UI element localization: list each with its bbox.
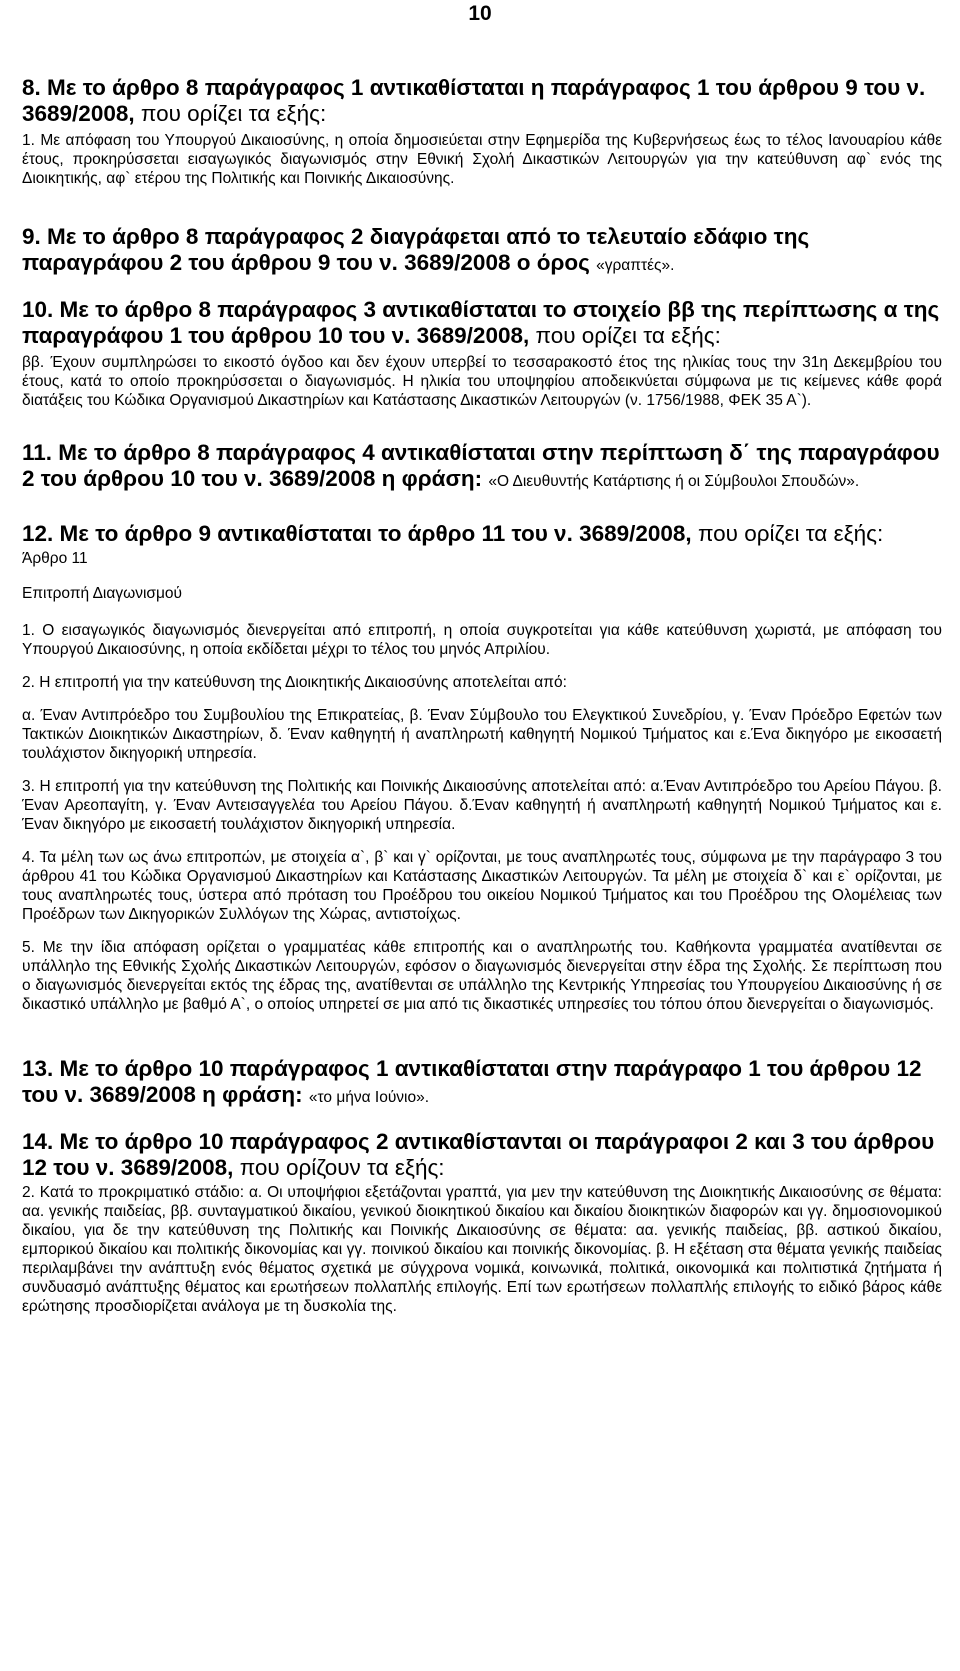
item-12-heading-main: 12. Με το άρθρο 9 αντικαθίσταται το άρθρο 11 του ν. 3689/2008, [22,521,692,546]
item-13-heading [22,1056,942,1111]
article-paragraph-1: 1. Ο εισαγωγικός διαγωνισμός διενεργείται από επιτροπή, η οποία συγκροτείται για κάθε κατεύθυνση χωριστά, με απόφαση του Υπουργού Δικαιοσύνης, η οποία εκδίδεται μέχρι το τέλος του μηνός Απριλίου. [22,622,942,658]
item-13-heading-main: 13. Με το άρθρο 10 παράγραφος 1 αντικαθίσταται στην παράγραφο 1 του άρθρου 12 του ν. 3689/2008 η φράση: [22,1056,922,1107]
item-10-text: ββ. Έχουν συμπληρώσει το εικοστό όγδοο και δεν έχουν υπερβεί το τεσσαρακοστό έτος της ηλικίας τους την 31η Δεκεμβρίου του έτους, κατά το οποίο προκηρύσσεται ο διαγωνισμός. Η ηλικία του υποψηφίου αποδεικνύεται σύμφωνα με τις κείμενες κάθε φορά διατάξεις του Κώδικα Οργανισμού Δικαστηρίων και Κατάστασης Δικαστικών Λειτουργών (ν. 1756/1988, ΦΕΚ 35 Α`). [22,354,942,409]
item-11-heading-main: 11. Με το άρθρο 8 παράγραφος 4 αντικαθίσταται στην περίπτωση δ΄ της παραγράφου 2 του άρθρου 10 του ν. 3689/2008 η φράση: [22,440,940,491]
item-11-heading-quote: «Ο Διευθυντής Κατάρτισης ή οι Σύμβουλοι Σπουδών». [488,473,860,490]
item-13-heading-quote: «το μήνα Ιούνιο». [308,1089,430,1106]
item-14-heading [22,1129,942,1181]
item-12-heading-tail: που ορίζει τα εξής: [697,521,884,546]
item-8-heading-tail: που ορίζει τα εξής: [140,101,327,126]
item-9-heading [22,224,942,279]
document-body [22,75,942,1316]
item-10-heading-tail: που ορίζει τα εξής: [535,323,721,348]
article-paragraph-5: 5. Με την ίδια απόφαση ορίζεται ο γραμματέας κάθε επιτροπής και ο αναπληρωτής του. Καθήκοντα γραμματέα ανατίθενται σε υπάλληλο της Εθνικής Σχολής Δικαστικών Λειτουργών, εφόσον ο διαγωνισμός διενεργείται στην έδρα της Σχολής. Σε περίπτωση που ο διαγωνισμός διενεργείται εκτός της έδρας της, ανατίθενται σε υπάλληλο της Κεντρικής Υπηρεσίας του Υπουργείου Δικαιοσύνης ή σε δικαστικό υπάλληλο με βαθμό Α`, ο οποίος υπηρετεί σε μια από τις δικαστικές υπηρεσίες του τόπου όπου διενεργείται ο διαγωνισμός. [22,939,942,1013]
item-8-text: 1. Με απόφαση του Υπουργού Δικαιοσύνης, η οποία δημοσιεύεται στην Εφημερίδα της Κυβερνήσεως έως το τέλος Ιανουαρίου κάθε έτους, προκηρύσσεται εισαγωγικός διαγωνισμός στην Εθνική Σχολή Δικαστικών Λειτουργών για την κατεύθυνση αφ` ενός της Διοικητικής, αφ` ετέρου της Πολιτικής και Ποινικής Δικαιοσύνης. [22,132,942,187]
item-10-heading-main: 10. Με το άρθρο 8 παράγραφος 3 αντικαθίσταται το στοιχείο ββ της περίπτωσης α της παραγράφου 1 του άρθρου 10 του ν. 3689/2008, [22,297,940,348]
item-14-heading-main: 14. Με το άρθρο 10 παράγραφος 2 αντικαθίστανται οι παράγραφοι 2 και 3 του άρθρου 12 του ν. 3689/2008, [22,1129,935,1180]
article-number: Άρθρο 11 [22,550,88,567]
article-paragraph-3: 3. Η επιτροπή για την κατεύθυνση της Πολιτικής και Ποινικής Δικαιοσύνης αποτελείται από: α.Έναν Αντιπρόεδρο του Αρείου Πάγου. β. Έναν Αρεοπαγίτη, γ. Έναν Αντεισαγγελέα του Αρείου Πάγου. δ.Έναν καθηγητή ή αναπληρωτή καθηγητή Νομικού Τμήματος και ε. Έναν δικηγόρο με εικοσαετή τουλάχιστον δικηγορική υπηρεσία. [22,778,942,833]
item-12-heading [22,521,942,547]
article-title: Επιτροπή Διαγωνισμού [22,585,182,602]
item-8-heading-main: 8. Με το άρθρο 8 παράγραφος 1 αντικαθίσταται η παράγραφος 1 του άρθρου 9 του ν. 3689/2008, [22,75,926,126]
article-paragraph-2-members: α. Έναν Αντιπρόεδρο του Συμβουλίου της Επικρατείας, β. Έναν Σύμβουλο του Ελεγκτικού Συνεδρίου, γ. Έναν Πρόεδρο Εφετών των Τακτικών Διοικητικών Δικαστηρίων, δ. Έναν καθηγητή ή αναπληρωτή καθηγητή Νομικού Τμήματος και ε.Ένα δικηγόρο με εικοσαετή τουλάχιστον δικηγορική υπηρεσία. [22,707,942,762]
item-8-heading [22,75,942,127]
article-paragraph-2: 2. Η επιτροπή για την κατεύθυνση της Διοικητικής Δικαιοσύνης αποτελείται από: [22,674,567,691]
item-9-heading-main: 9. Με το άρθρο 8 παράγραφος 2 διαγράφεται από το τελευταίο εδάφιο της παραγράφου 2 του άρθρου 9 του ν. 3689/2008 ο όρος [22,224,810,275]
item-11-heading [22,440,942,495]
article-paragraph-4: 4. Τα μέλη των ως άνω επιτροπών, με στοιχεία α`, β` και γ` ορίζονται, με τους αναπληρωτές τους, σύμφωνα με την παράγραφο 3 του άρθρου 41 του Κώδικα Οργανισμού Δικαστηρίων και Κατάστασης Δικαστικών Λειτουργών. Τα μέλη με στοιχεία δ` και ε` ορίζονται, με τους αναπληρωτές τους, ύστερα από πρόταση του Προέδρου του οικείου Νομικού Τμήματος και του Προέδρου της Ολομέλειας των Προέδρων των Δικηγορικών Συλλόγων της Χώρας, αντιστοίχως. [22,849,942,923]
page-number: 10 [468,2,492,25]
item-10-heading [22,297,942,349]
item-14-heading-tail: που ορίζουν τα εξής: [239,1155,445,1180]
item-9-heading-quote: «γραπτές». [596,257,675,274]
item-14-text: 2. Κατά το προκριματικό στάδιο: α. Οι υποψήφιοι εξετάζονται γραπτά, για μεν την κατεύθυνση της Διοικητικής Δικαιοσύνης σε θέματα: αα. γενικής παιδείας, ββ. συνταγματικού δικαίου, γενικού διοικητικού δικαίου και δικαίου διοικητικών διαφορών και γγ. δημοσιονομικού δικαίου, για δε την κατεύθυνση της Πολιτικής και Ποινικής Δικαιοσύνης σε θέματα: αα. γενικής παιδείας, ββ. αστικού δικαίου, εμπορικού δικαίου και πολιτικής δικονομίας και γγ. ποινικού δικαίου και ποινικής δικονομίας. β. Η εξέταση στα θέματα γενικής παιδείας περιλαμβάνει την ανάπτυξη ενός θέματος σχετικά με σύγχρονα νομικά, κοινωνικά, πολιτικά, οικονομικά και πολιτιστικά ζητήματα ή συνδυασμό ανάπτυξης θέματος και ερωτήσεων πολλαπλής επιλογής. Επί των ερωτήσεων πολλαπλής επιλογής το ειδικό βάρος κάθε ερώτησης προσδιορίζεται ανάλογα με τη δυσκολία της. [22,1184,942,1315]
